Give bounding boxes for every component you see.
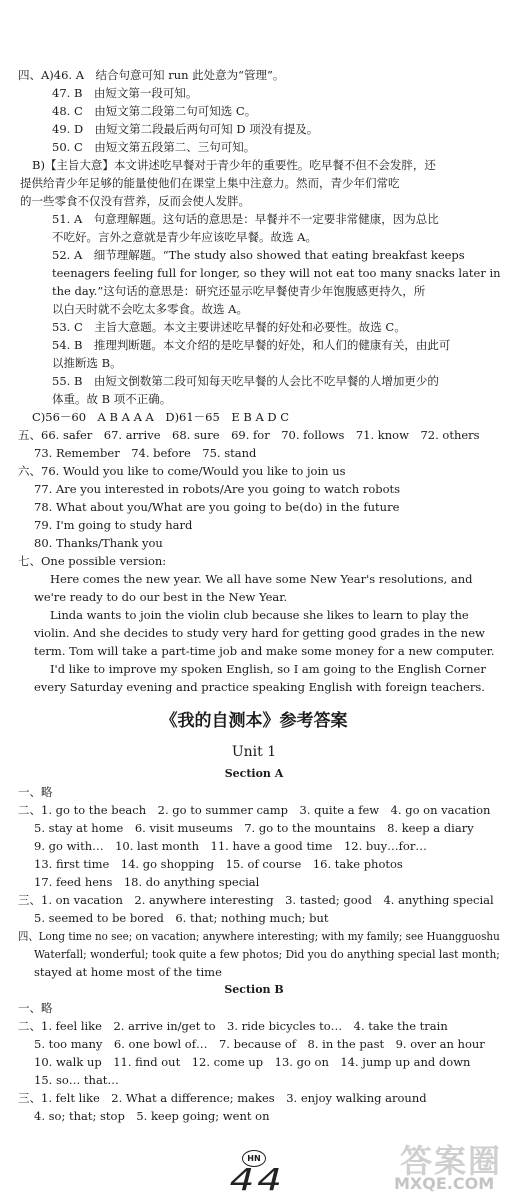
- answer-line: 一、略: [18, 785, 53, 799]
- answer-line: 一、略: [18, 1001, 53, 1015]
- answer-line: 5. too many 6. one bowl of… 7. because of 8. in the past 9. over an hour: [34, 1037, 485, 1051]
- unit-title: Unit 1: [231, 744, 277, 760]
- answer-line: 50. C 由短文第五段第二、三句可知。: [52, 140, 256, 154]
- answer-line: 二、1. go to the beach 2. go to summer camp 3. quite a few 4. go on vacation: [18, 803, 491, 817]
- answer-line: 体重。故 B 项不正确。: [52, 392, 172, 406]
- answer-line: teenagers feeling full for longer, so they will not eat too many snacks later in: [52, 266, 501, 280]
- answer-line: 53. C 主旨大意题。本文主要讲述吃早餐的好处和必要性。故选 C。: [52, 320, 406, 334]
- answer-line: 四、Long time no see; on vacation; anywhere interesting; with my family; see Huangguoshu: [18, 929, 500, 943]
- answer-line: 4. so; that; stop 5. keep going; went on: [34, 1109, 270, 1123]
- answer-line: 13. first time 14. go shopping 15. of course 16. take photos: [34, 857, 403, 871]
- answer-line: 55. B 由短文倒数第二段可知每天吃早餐的人会比不吃早餐的人增加更少的: [52, 374, 439, 388]
- main-idea-line: 提供给青少年足够的能量使他们在课堂上集中注意力。然而，青少年们常吃: [20, 176, 400, 190]
- answer-line: 二、1. feel like 2. arrive in/get to 3. ride bicycles to… 4. take the train: [18, 1019, 448, 1033]
- answer-line: 80. Thanks/Thank you: [34, 536, 163, 550]
- answer-line: 78. What about you/What are you going to be(do) in the future: [34, 500, 400, 514]
- answer-line: 以白天时就不会吃太多零食。故选 A。: [52, 302, 248, 316]
- answer-line: 5. stay at home 6. visit museums 7. go to the mountains 8. keep a diary: [34, 821, 474, 835]
- answer-line: 七、One possible version:: [18, 554, 167, 568]
- answer-line: 15. so… that…: [34, 1073, 119, 1087]
- answer-line: 10. walk up 11. find out 12. come up 13. go on 14. jump up and down: [34, 1055, 471, 1069]
- answer-line: 5. seemed to be bored 6. that; nothing much; but: [34, 911, 329, 925]
- answer-line: 54. B 推理判断题。本文介绍的是吃早餐的好处，和人们的健康有关，由此可: [52, 338, 451, 352]
- watermark-url: MXQE.COM: [394, 1174, 495, 1193]
- essay-line: I'd like to improve my spoken English, so I am going to the English Corner: [50, 662, 486, 676]
- main-idea-line: 的一些零食不仅没有营养，反而会使人发胖。: [20, 194, 250, 208]
- answer-line: 四、A)46. A 结合句意可知 run 此处意为“管理”。: [18, 68, 285, 82]
- watermark-text: 答案圈: [400, 1142, 503, 1180]
- answer-line: Waterfall; wonderful; took quite a few photos; Did you do anything special last month;: [34, 947, 500, 961]
- watermark-logo: [382, 1136, 502, 1194]
- main-idea-line: B)【主旨大意】本文讲述吃早餐对于青少年的重要性。吃早餐不但不会发胖，还: [32, 158, 436, 172]
- section-heading: Section B: [224, 983, 284, 996]
- essay-line: Here comes the new year. We all have some New Year's resolutions, and: [50, 572, 473, 586]
- answer-line: 49. D 由短文第二段最后两句可知 D 项没有提及。: [52, 122, 319, 136]
- publisher-badge: HN: [242, 1150, 266, 1167]
- page-number: 44: [229, 1163, 285, 1198]
- answer-line: 48. C 由短文第二段第二句可知选 C。: [52, 104, 257, 118]
- essay-line: term. Tom will take a part-time job and make some money for a new computer.: [34, 644, 495, 658]
- answer-line: 三、1. felt like 2. What a difference; makes 3. enjoy walking around: [18, 1091, 427, 1105]
- answer-line: 不吃好。言外之意就是青少年应该吃早餐。故选 A。: [52, 230, 317, 244]
- essay-line: Linda wants to join the violin club because she likes to learn to play the: [50, 608, 469, 622]
- section-heading: Section A: [224, 767, 284, 780]
- answer-line: 79. I'm going to study hard: [34, 518, 193, 532]
- answer-line: 9. go with… 10. last month 11. have a good time 12. buy…for…: [34, 839, 427, 853]
- answer-line: 17. feed hens 18. do anything special: [34, 875, 260, 889]
- answer-line: 五、66. safer 67. arrive 68. sure 69. for 70. follows 71. know 72. others: [18, 428, 480, 442]
- essay-line: every Saturday evening and practice speaking English with foreign teachers.: [34, 680, 485, 694]
- answer-line: 73. Remember 74. before 75. stand: [34, 446, 257, 460]
- answer-line: C)56－60 A B A A A D)61－65 E B A D C: [32, 410, 290, 424]
- essay-line: violin. And she decides to study very hard for getting good grades in the new: [34, 626, 485, 640]
- section-title: 《我的自测本》参考答案: [160, 711, 348, 731]
- answer-line: 51. A 句意理解题。这句话的意思是：早餐并不一定要非常健康，因为总比: [52, 212, 439, 226]
- answer-line: 以推断选 B。: [52, 356, 122, 370]
- answer-line: 77. Are you interested in robots/Are you going to watch robots: [34, 482, 401, 496]
- essay-line: we're ready to do our best in the New Year.: [34, 590, 288, 604]
- answer-line: 47. B 由短文第一段可知。: [52, 86, 198, 100]
- answer-line: 52. A 细节理解题。“The study also showed that eating breakfast keeps: [52, 248, 465, 262]
- answer-line: 三、1. on vacation 2. anywhere interesting 3. tasted; good 4. anything special: [18, 893, 494, 907]
- answer-line: the day.”这句话的意思是：研究还显示吃早餐使青少年饱腹感更持久，所: [52, 284, 426, 298]
- answer-line: 六、76. Would you like to come/Would you like to join us: [18, 464, 346, 478]
- answer-line: stayed at home most of the time: [34, 965, 222, 979]
